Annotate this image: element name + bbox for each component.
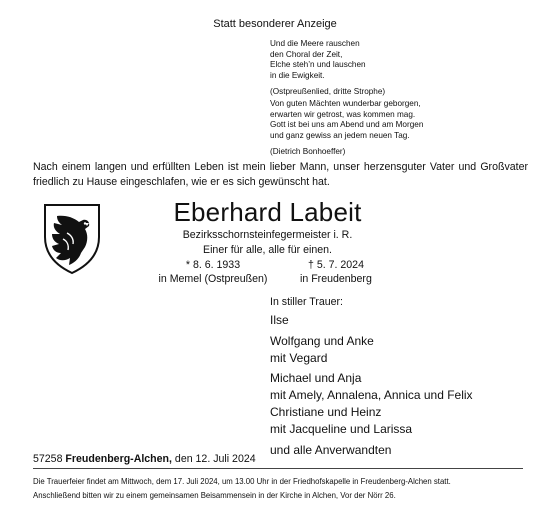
poem-bonhoeffer bbox=[270, 99, 540, 158]
family-member: mit Jacqueline und Larissa bbox=[270, 421, 413, 436]
deceased-name: Eberhard Labeit bbox=[173, 197, 362, 227]
footer-notice bbox=[33, 475, 528, 503]
birth-place: in Memel (Ostpreußen) bbox=[158, 273, 268, 285]
deceased-occupation bbox=[155, 228, 380, 258]
header-text: Statt besonderer Anzeige bbox=[213, 18, 337, 30]
occupation-title: Bezirksschornsteinfegermeister i. R. bbox=[182, 229, 353, 241]
poem-source: (Dietrich Bonhoeffer) bbox=[270, 147, 346, 157]
place-date-line bbox=[33, 453, 256, 465]
poem-line: Und die Meere rauschen bbox=[270, 39, 360, 48]
coat-of-arms-eagle-icon bbox=[43, 203, 101, 275]
divider bbox=[33, 468, 523, 469]
poem-line: erwarten wir getrost, was kommen mag. bbox=[270, 109, 416, 119]
family-member: mit Vegard bbox=[270, 350, 328, 365]
motto: Einer für alle, alle für einen. bbox=[203, 244, 332, 256]
poem-line: Von guten Mächten wunderbar geborgen, bbox=[270, 99, 421, 108]
family-member: Michael und Anja bbox=[270, 371, 362, 386]
family-member: und alle Anverwandten bbox=[270, 442, 392, 457]
intro-text: Nach einem langen und erfüllten Leben ist mein lieber Mann, unser herzensguter Vater und Großvater friedlich zu Hause eingeschlafen, wie er es sich gewünscht hat. bbox=[33, 161, 528, 188]
poem-line: und ganz gewiss an jedem neuen Tag. bbox=[270, 130, 410, 140]
town: Freudenberg-Alchen, bbox=[65, 453, 172, 465]
mourning-label: In stiller Trauer: bbox=[270, 296, 344, 308]
family-member: Christiane und Heinz bbox=[270, 404, 382, 419]
death-place: in Freudenberg bbox=[300, 273, 372, 285]
family-list bbox=[270, 312, 473, 458]
poem-line: in die Ewigkeit. bbox=[270, 70, 325, 80]
date: den 12. Juli 2024 bbox=[174, 453, 256, 465]
poem-line: Gott ist bei uns am Abend und am Morgen bbox=[270, 120, 424, 130]
poem-line: Elche steh’n und lauschen bbox=[270, 60, 366, 70]
death-date: † 5. 7. 2024 bbox=[308, 259, 364, 271]
footer-line: Anschließend bitten wir zu einem gemeinsamen Beisammensein in der Kirche in Alchen, Vor der Nörr 26. bbox=[33, 491, 396, 500]
birth-info bbox=[158, 258, 268, 286]
death-info bbox=[300, 258, 380, 286]
poem-line: den Choral der Zeit, bbox=[270, 49, 343, 59]
poem-ostpreussenlied bbox=[270, 39, 540, 98]
poem-source: (Ostpreußenlied, dritte Strophe) bbox=[270, 87, 386, 97]
family-member: mit Amely, Annalena, Annica und Felix bbox=[270, 388, 473, 403]
birth-date: * 8. 6. 1933 bbox=[185, 259, 241, 271]
family-member: Ilse bbox=[270, 313, 289, 327]
footer-line: Die Trauerfeier findet am Mittwoch, dem 17. Juli 2024, um 13.00 Uhr in der Friedhofskapelle in Freudenberg-Alchen statt. bbox=[33, 477, 451, 486]
postcode: 57258 bbox=[33, 453, 63, 465]
family-member: Wolfgang und Anke bbox=[270, 333, 374, 348]
